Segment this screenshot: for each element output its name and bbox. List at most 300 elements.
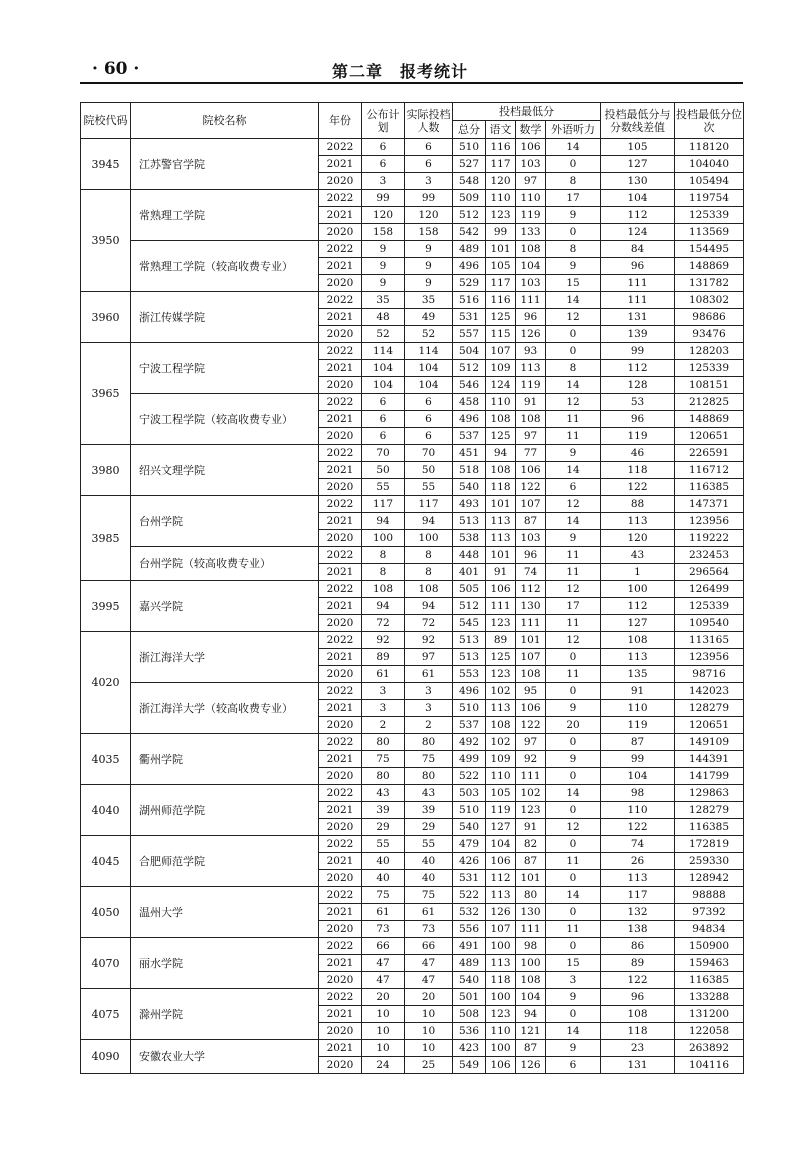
table-row <box>81 190 744 207</box>
header-math: 数学 <box>516 121 546 139</box>
actual-cell: 6 <box>405 139 453 156</box>
school-code: 4050 <box>81 887 131 938</box>
school-code: 4040 <box>81 785 131 836</box>
plan-cell: 6 <box>362 139 405 156</box>
listening-cell: 12 <box>546 819 601 836</box>
total-cell: 496 <box>453 683 486 700</box>
plan-cell: 80 <box>362 734 405 751</box>
school-code: 3965 <box>81 343 131 445</box>
diff-cell: 26 <box>601 853 675 870</box>
rank-cell: 125339 <box>675 207 744 224</box>
listening-cell: 0 <box>546 904 601 921</box>
listening-cell: 14 <box>546 377 601 394</box>
year-cell: 2021 <box>319 1040 362 1057</box>
total-cell: 401 <box>453 564 486 581</box>
chinese-cell: 111 <box>486 598 516 615</box>
plan-cell: 20 <box>362 989 405 1006</box>
school-name: 合肥师范学院 <box>131 836 319 887</box>
actual-cell: 158 <box>405 224 453 241</box>
diff-cell: 99 <box>601 343 675 360</box>
school-name: 常熟理工学院（较高收费专业） <box>131 241 319 292</box>
plan-cell: 100 <box>362 530 405 547</box>
year-cell: 2021 <box>319 853 362 870</box>
listening-cell: 11 <box>546 411 601 428</box>
year-cell: 2021 <box>319 955 362 972</box>
chinese-cell: 108 <box>486 717 516 734</box>
chinese-cell: 123 <box>486 615 516 632</box>
school-code: 3985 <box>81 496 131 581</box>
year-cell: 2021 <box>319 360 362 377</box>
header-rule <box>80 82 743 84</box>
diff-cell: 74 <box>601 836 675 853</box>
rank-cell: 148869 <box>675 411 744 428</box>
total-cell: 518 <box>453 462 486 479</box>
rank-cell: 119754 <box>675 190 744 207</box>
chinese-cell: 102 <box>486 734 516 751</box>
chinese-cell: 109 <box>486 751 516 768</box>
plan-cell: 61 <box>362 904 405 921</box>
diff-cell: 108 <box>601 1006 675 1023</box>
chinese-cell: 100 <box>486 938 516 955</box>
plan-cell: 114 <box>362 343 405 360</box>
listening-cell: 15 <box>546 275 601 292</box>
chinese-cell: 91 <box>486 564 516 581</box>
school-code: 4020 <box>81 632 131 734</box>
listening-cell: 0 <box>546 836 601 853</box>
rank-cell: 98888 <box>675 887 744 904</box>
total-cell: 522 <box>453 887 486 904</box>
listening-cell: 11 <box>546 666 601 683</box>
plan-cell: 92 <box>362 632 405 649</box>
listening-cell: 8 <box>546 360 601 377</box>
plan-cell: 117 <box>362 496 405 513</box>
total-cell: 529 <box>453 275 486 292</box>
math-cell: 119 <box>516 207 546 224</box>
plan-cell: 9 <box>362 241 405 258</box>
total-cell: 513 <box>453 632 486 649</box>
diff-cell: 131 <box>601 1057 675 1074</box>
rank-cell: 123956 <box>675 649 744 666</box>
diff-cell: 138 <box>601 921 675 938</box>
listening-cell: 9 <box>546 700 601 717</box>
year-cell: 2020 <box>319 428 362 445</box>
diff-cell: 96 <box>601 989 675 1006</box>
math-cell: 108 <box>516 972 546 989</box>
year-cell: 2022 <box>319 190 362 207</box>
total-cell: 508 <box>453 1006 486 1023</box>
school-name: 衢州学院 <box>131 734 319 785</box>
rank-cell: 149109 <box>675 734 744 751</box>
listening-cell: 11 <box>546 547 601 564</box>
year-cell: 2020 <box>319 615 362 632</box>
listening-cell: 11 <box>546 853 601 870</box>
diff-cell: 113 <box>601 513 675 530</box>
actual-cell: 6 <box>405 156 453 173</box>
table-body <box>81 139 744 1074</box>
chinese-cell: 119 <box>486 802 516 819</box>
year-cell: 2020 <box>319 1057 362 1074</box>
math-cell: 108 <box>516 241 546 258</box>
total-cell: 513 <box>453 513 486 530</box>
total-cell: 513 <box>453 649 486 666</box>
school-code: 4035 <box>81 734 131 785</box>
year-cell: 2020 <box>319 377 362 394</box>
table-row <box>81 394 744 411</box>
math-cell: 107 <box>516 649 546 666</box>
rank-cell: 154495 <box>675 241 744 258</box>
listening-cell: 8 <box>546 241 601 258</box>
diff-cell: 130 <box>601 173 675 190</box>
school-code: 3995 <box>81 581 131 632</box>
listening-cell: 17 <box>546 190 601 207</box>
table-row <box>81 734 744 751</box>
rank-cell: 108151 <box>675 377 744 394</box>
plan-cell: 66 <box>362 938 405 955</box>
year-cell: 2022 <box>319 836 362 853</box>
plan-cell: 48 <box>362 309 405 326</box>
actual-cell: 100 <box>405 530 453 547</box>
year-cell: 2020 <box>319 870 362 887</box>
diff-cell: 104 <box>601 768 675 785</box>
diff-cell: 113 <box>601 649 675 666</box>
chinese-cell: 106 <box>486 581 516 598</box>
year-cell: 2022 <box>319 683 362 700</box>
year-cell: 2020 <box>319 479 362 496</box>
chinese-cell: 102 <box>486 683 516 700</box>
rank-cell: 126499 <box>675 581 744 598</box>
listening-cell: 14 <box>546 785 601 802</box>
math-cell: 97 <box>516 428 546 445</box>
listening-cell: 0 <box>546 802 601 819</box>
chinese-cell: 123 <box>486 207 516 224</box>
plan-cell: 3 <box>362 173 405 190</box>
chinese-cell: 100 <box>486 1040 516 1057</box>
school-code: 3950 <box>81 190 131 292</box>
chinese-cell: 118 <box>486 972 516 989</box>
listening-cell: 9 <box>546 751 601 768</box>
listening-cell: 17 <box>546 598 601 615</box>
math-cell: 92 <box>516 751 546 768</box>
math-cell: 126 <box>516 1057 546 1074</box>
math-cell: 77 <box>516 445 546 462</box>
actual-cell: 104 <box>405 377 453 394</box>
chinese-cell: 117 <box>486 275 516 292</box>
listening-cell: 12 <box>546 581 601 598</box>
rank-cell: 226591 <box>675 445 744 462</box>
listening-cell: 12 <box>546 496 601 513</box>
math-cell: 122 <box>516 717 546 734</box>
school-name: 滁州学院 <box>131 989 319 1040</box>
total-cell: 546 <box>453 377 486 394</box>
diff-cell: 98 <box>601 785 675 802</box>
math-cell: 82 <box>516 836 546 853</box>
total-cell: 531 <box>453 870 486 887</box>
year-cell: 2020 <box>319 921 362 938</box>
rank-cell: 128279 <box>675 700 744 717</box>
listening-cell: 9 <box>546 989 601 1006</box>
chinese-cell: 123 <box>486 1006 516 1023</box>
listening-cell: 9 <box>546 530 601 547</box>
plan-cell: 2 <box>362 717 405 734</box>
rank-cell: 125339 <box>675 598 744 615</box>
diff-cell: 119 <box>601 428 675 445</box>
plan-cell: 120 <box>362 207 405 224</box>
math-cell: 106 <box>516 139 546 156</box>
rank-cell: 129863 <box>675 785 744 802</box>
year-cell: 2020 <box>319 326 362 343</box>
table-row <box>81 938 744 955</box>
plan-cell: 24 <box>362 1057 405 1074</box>
math-cell: 91 <box>516 394 546 411</box>
header-chinese: 语文 <box>486 121 516 139</box>
diff-cell: 127 <box>601 156 675 173</box>
total-cell: 548 <box>453 173 486 190</box>
chinese-cell: 125 <box>486 309 516 326</box>
year-cell: 2022 <box>319 887 362 904</box>
actual-cell: 99 <box>405 190 453 207</box>
rank-cell: 148869 <box>675 258 744 275</box>
plan-cell: 10 <box>362 1040 405 1057</box>
diff-cell: 119 <box>601 717 675 734</box>
rank-cell: 128279 <box>675 802 744 819</box>
total-cell: 496 <box>453 258 486 275</box>
header-plan: 公布计划 <box>362 103 405 139</box>
diff-cell: 122 <box>601 972 675 989</box>
rank-cell: 109540 <box>675 615 744 632</box>
diff-cell: 131 <box>601 309 675 326</box>
school-name: 宁波工程学院（较高收费专业） <box>131 394 319 445</box>
year-cell: 2021 <box>319 207 362 224</box>
table-row <box>81 241 744 258</box>
table-row <box>81 445 744 462</box>
math-cell: 87 <box>516 513 546 530</box>
actual-cell: 40 <box>405 870 453 887</box>
listening-cell: 12 <box>546 632 601 649</box>
rank-cell: 98686 <box>675 309 744 326</box>
year-cell: 2022 <box>319 785 362 802</box>
total-cell: 512 <box>453 360 486 377</box>
year-cell: 2022 <box>319 581 362 598</box>
chinese-cell: 100 <box>486 989 516 1006</box>
listening-cell: 11 <box>546 615 601 632</box>
header-listening: 外语听力 <box>546 121 601 139</box>
total-cell: 549 <box>453 1057 486 1074</box>
listening-cell: 14 <box>546 513 601 530</box>
school-name: 温州大学 <box>131 887 319 938</box>
year-cell: 2020 <box>319 224 362 241</box>
math-cell: 103 <box>516 156 546 173</box>
math-cell: 113 <box>516 360 546 377</box>
rank-cell: 113569 <box>675 224 744 241</box>
rank-cell: 133288 <box>675 989 744 1006</box>
year-cell: 2021 <box>319 751 362 768</box>
math-cell: 102 <box>516 785 546 802</box>
total-cell: 510 <box>453 139 486 156</box>
listening-cell: 11 <box>546 921 601 938</box>
chinese-cell: 105 <box>486 258 516 275</box>
table-row <box>81 496 744 513</box>
rank-cell: 104040 <box>675 156 744 173</box>
page-number: · 60 · <box>92 59 140 79</box>
listening-cell: 0 <box>546 1006 601 1023</box>
actual-cell: 8 <box>405 564 453 581</box>
year-cell: 2022 <box>319 139 362 156</box>
year-cell: 2021 <box>319 649 362 666</box>
chinese-cell: 110 <box>486 768 516 785</box>
plan-cell: 75 <box>362 751 405 768</box>
plan-cell: 29 <box>362 819 405 836</box>
math-cell: 103 <box>516 530 546 547</box>
plan-cell: 94 <box>362 598 405 615</box>
total-cell: 451 <box>453 445 486 462</box>
school-name: 宁波工程学院 <box>131 343 319 394</box>
math-cell: 74 <box>516 564 546 581</box>
plan-cell: 70 <box>362 445 405 462</box>
total-cell: 538 <box>453 530 486 547</box>
chinese-cell: 117 <box>486 156 516 173</box>
listening-cell: 9 <box>546 258 601 275</box>
total-cell: 504 <box>453 343 486 360</box>
listening-cell: 8 <box>546 173 601 190</box>
total-cell: 489 <box>453 241 486 258</box>
header-actual: 实际投档人数 <box>405 103 453 139</box>
chinese-cell: 126 <box>486 904 516 921</box>
chinese-cell: 127 <box>486 819 516 836</box>
rank-cell: 116712 <box>675 462 744 479</box>
diff-cell: 91 <box>601 683 675 700</box>
table-row <box>81 836 744 853</box>
actual-cell: 61 <box>405 666 453 683</box>
plan-cell: 52 <box>362 326 405 343</box>
plan-cell: 43 <box>362 785 405 802</box>
plan-cell: 10 <box>362 1006 405 1023</box>
year-cell: 2022 <box>319 292 362 309</box>
math-cell: 101 <box>516 632 546 649</box>
total-cell: 479 <box>453 836 486 853</box>
total-cell: 512 <box>453 598 486 615</box>
plan-cell: 55 <box>362 836 405 853</box>
chinese-cell: 108 <box>486 411 516 428</box>
total-cell: 540 <box>453 479 486 496</box>
header-name: 院校名称 <box>131 103 319 139</box>
year-cell: 2020 <box>319 173 362 190</box>
diff-cell: 135 <box>601 666 675 683</box>
math-cell: 97 <box>516 734 546 751</box>
plan-cell: 8 <box>362 547 405 564</box>
total-cell: 496 <box>453 411 486 428</box>
school-name: 安徽农业大学 <box>131 1040 319 1074</box>
actual-cell: 3 <box>405 700 453 717</box>
total-cell: 509 <box>453 190 486 207</box>
year-cell: 2021 <box>319 258 362 275</box>
plan-cell: 89 <box>362 649 405 666</box>
rank-cell: 116385 <box>675 819 744 836</box>
table-row <box>81 139 744 156</box>
math-cell: 130 <box>516 904 546 921</box>
chinese-cell: 113 <box>486 700 516 717</box>
total-cell: 537 <box>453 717 486 734</box>
diff-cell: 96 <box>601 411 675 428</box>
actual-cell: 10 <box>405 1040 453 1057</box>
year-cell: 2021 <box>319 700 362 717</box>
listening-cell: 0 <box>546 649 601 666</box>
year-cell: 2020 <box>319 530 362 547</box>
actual-cell: 75 <box>405 887 453 904</box>
rank-cell: 263892 <box>675 1040 744 1057</box>
chinese-cell: 110 <box>486 1023 516 1040</box>
actual-cell: 6 <box>405 411 453 428</box>
year-cell: 2022 <box>319 632 362 649</box>
chinese-cell: 107 <box>486 921 516 938</box>
rank-cell: 172819 <box>675 836 744 853</box>
year-cell: 2022 <box>319 989 362 1006</box>
rank-cell: 296564 <box>675 564 744 581</box>
total-cell: 489 <box>453 955 486 972</box>
math-cell: 121 <box>516 1023 546 1040</box>
year-cell: 2022 <box>319 343 362 360</box>
math-cell: 133 <box>516 224 546 241</box>
total-cell: 537 <box>453 428 486 445</box>
plan-cell: 6 <box>362 394 405 411</box>
rank-cell: 144391 <box>675 751 744 768</box>
actual-cell: 6 <box>405 428 453 445</box>
rank-cell: 232453 <box>675 547 744 564</box>
plan-cell: 3 <box>362 700 405 717</box>
diff-cell: 122 <box>601 819 675 836</box>
diff-cell: 113 <box>601 870 675 887</box>
actual-cell: 80 <box>405 734 453 751</box>
total-cell: 510 <box>453 802 486 819</box>
school-name: 常熟理工学院 <box>131 190 319 241</box>
year-cell: 2020 <box>319 666 362 683</box>
actual-cell: 10 <box>405 1006 453 1023</box>
rank-cell: 119222 <box>675 530 744 547</box>
rank-cell: 108302 <box>675 292 744 309</box>
math-cell: 111 <box>516 768 546 785</box>
plan-cell: 72 <box>362 615 405 632</box>
math-cell: 111 <box>516 615 546 632</box>
school-code: 3945 <box>81 139 131 190</box>
math-cell: 96 <box>516 547 546 564</box>
math-cell: 98 <box>516 938 546 955</box>
page-header <box>0 57 800 85</box>
diff-cell: 111 <box>601 275 675 292</box>
actual-cell: 61 <box>405 904 453 921</box>
actual-cell: 8 <box>405 547 453 564</box>
actual-cell: 40 <box>405 853 453 870</box>
chinese-cell: 104 <box>486 836 516 853</box>
diff-cell: 122 <box>601 479 675 496</box>
plan-cell: 50 <box>362 462 405 479</box>
total-cell: 536 <box>453 1023 486 1040</box>
year-cell: 2021 <box>319 904 362 921</box>
chinese-cell: 112 <box>486 870 516 887</box>
total-cell: 423 <box>453 1040 486 1057</box>
listening-cell: 11 <box>546 564 601 581</box>
diff-cell: 132 <box>601 904 675 921</box>
rank-cell: 142023 <box>675 683 744 700</box>
actual-cell: 3 <box>405 173 453 190</box>
total-cell: 492 <box>453 734 486 751</box>
math-cell: 106 <box>516 462 546 479</box>
total-cell: 522 <box>453 768 486 785</box>
diff-cell: 87 <box>601 734 675 751</box>
diff-cell: 43 <box>601 547 675 564</box>
math-cell: 80 <box>516 887 546 904</box>
plan-cell: 35 <box>362 292 405 309</box>
total-cell: 510 <box>453 700 486 717</box>
listening-cell: 6 <box>546 479 601 496</box>
